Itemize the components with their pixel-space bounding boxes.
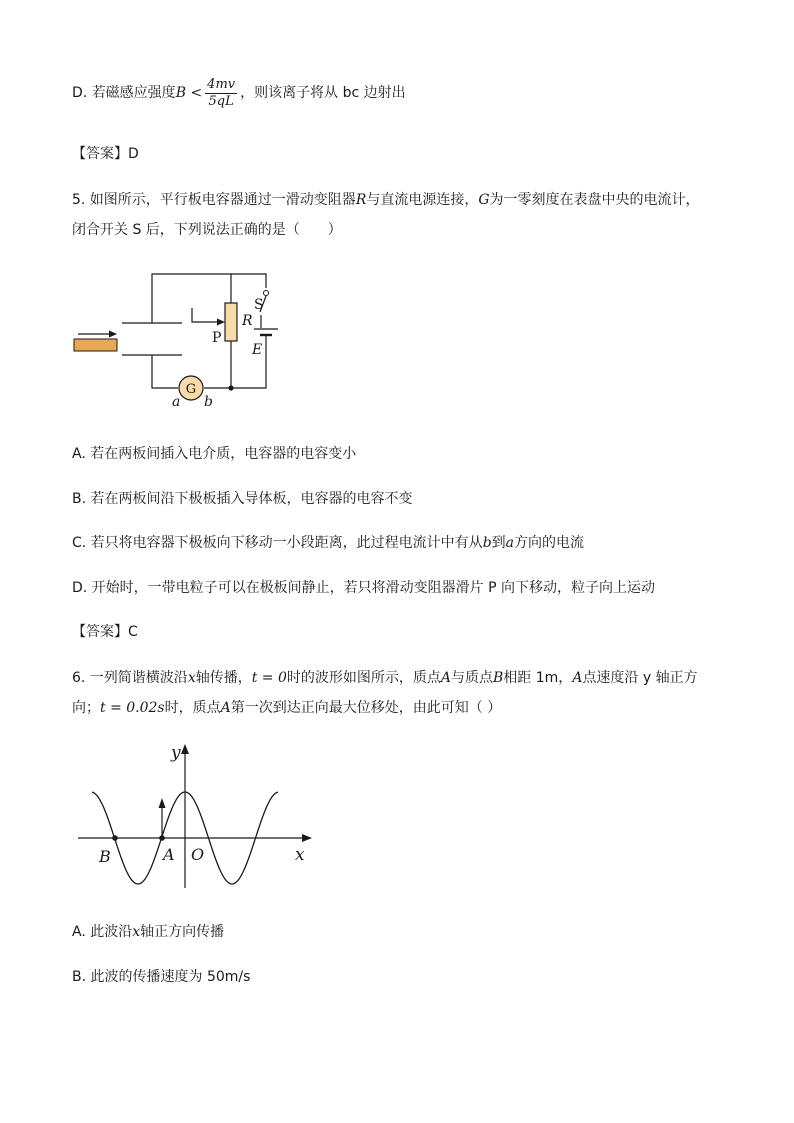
- q4-option-d-op: <: [190, 85, 203, 101]
- q6-time-t1: t = 0.02s: [100, 700, 165, 716]
- q6-option-a-text: 轴正方向传播: [140, 924, 225, 940]
- q4-option-d-text-before: 若磁感应强度: [91, 85, 176, 101]
- q6-stem-text: 6. 一列简谐横波沿: [72, 670, 188, 686]
- q6-stem-text: 第一次到达正向最大位移处，由此可知（ ）: [230, 700, 502, 716]
- q6-stem-line1: [72, 667, 698, 687]
- x-axis-arrowhead: [302, 834, 312, 842]
- q4-option-d: [72, 76, 406, 110]
- q5-stem-line2: 闭合开关 S 后，下列说法正确的是（ ）: [72, 222, 342, 238]
- q6-stem-text: 向；: [72, 700, 100, 716]
- point-a-dot: [159, 835, 165, 841]
- q6-var-a: A: [220, 700, 231, 716]
- q6-stem-text: 时的波形如图所示，质点: [286, 670, 441, 686]
- point-b-dot: [112, 835, 118, 841]
- q6-stem-text: 与质点: [451, 670, 494, 686]
- q4-answer: 【答案】D: [72, 146, 139, 162]
- q4-option-d-text-after: ，则该离子将从 bc 边射出: [240, 85, 406, 101]
- q5-option-b: B. 若在两板间沿下极板插入导体板，电容器的电容不变: [72, 491, 413, 507]
- circuit-wire-bottom-left: [152, 355, 178, 388]
- q4-option-d-label: D.: [72, 85, 88, 101]
- slider-arrow-head: [217, 319, 225, 326]
- label-r: R: [242, 313, 253, 329]
- label-p: P: [212, 330, 222, 346]
- label-s: S: [254, 297, 264, 313]
- q5-stem-line1: [72, 189, 700, 209]
- label-e: E: [252, 342, 263, 358]
- q5-option-c-text: 方向的电流: [514, 535, 585, 551]
- q6-stem-text: 点速度沿 y 轴正方: [582, 670, 698, 686]
- q5-option-c-text: C. 若只将电容器下极板向下移动一小段距离，此过程电流计中有从: [72, 535, 483, 551]
- fraction-numerator: 4mv: [207, 76, 236, 92]
- q5-answer: 【答案】C: [72, 624, 138, 640]
- q5-option-c: [72, 532, 584, 552]
- q4-option-d-var: B: [175, 85, 186, 101]
- q6-var-a: A: [440, 670, 452, 686]
- q4-option-d-fraction: [205, 77, 237, 110]
- q6-option-b: B. 此波的传播速度为 50m/s: [72, 969, 251, 985]
- switch-contact: [264, 291, 269, 296]
- q6-time-zero: t = 0: [251, 670, 287, 686]
- q5-stem-text: 5. 如图所示，平行板电容器通过一滑动变阻器: [72, 192, 356, 208]
- q5-var-g: G: [478, 192, 490, 208]
- particle-velocity-arrowhead: [109, 331, 117, 338]
- q6-var-x: x: [187, 670, 196, 686]
- q6-stem-line2: [72, 697, 501, 717]
- q5-circuit-figure: [68, 268, 278, 410]
- q5-stem-text: 为一零刻度在表盘中央的电流计，: [489, 192, 700, 208]
- point-b-label: B: [99, 847, 111, 866]
- circuit-wire-right-top: [231, 274, 266, 288]
- galvanometer-label: G: [185, 382, 197, 397]
- fraction-denominator: 5qL: [208, 93, 234, 109]
- q6-option-a-text: A. 此波沿: [72, 924, 133, 940]
- charged-particle-block: [74, 339, 117, 351]
- q6-stem-text: 轴传播，: [195, 670, 252, 686]
- point-a-velocity-arrowhead: [159, 798, 166, 808]
- q5-stem-text: 与直流电源连接，: [366, 192, 479, 208]
- q5-option-c-var-b: b: [482, 535, 492, 551]
- q6-var-a: A: [572, 670, 583, 686]
- q5-var-r: R: [355, 192, 367, 208]
- label-b: b: [204, 394, 213, 410]
- q6-stem-text: 相距 1m，: [503, 670, 573, 686]
- q5-option-a: A. 若在两板间插入电介质，电容器的电容变小: [72, 446, 357, 462]
- rheostat-resistor: [225, 303, 237, 341]
- q6-wave-figure: [72, 738, 317, 893]
- label-a: a: [172, 394, 181, 410]
- y-axis-label: y: [171, 743, 181, 763]
- junction-dot: [228, 385, 233, 390]
- q6-option-a: [72, 921, 224, 941]
- q6-stem-text: 时，质点: [164, 700, 221, 716]
- slider-wire: [192, 308, 218, 322]
- q5-option-c-var-a: a: [505, 535, 515, 551]
- q6-option-a-var-x: x: [132, 924, 141, 940]
- x-axis-label: x: [295, 845, 305, 865]
- q6-var-b: B: [493, 670, 504, 686]
- y-axis-arrowhead: [181, 744, 189, 754]
- point-a-label: A: [163, 845, 175, 864]
- q5-option-d: D. 开始时，一带电粒子可以在极板间静止，若只将滑动变阻器滑片 P 向下移动，粒子向上运动: [72, 580, 656, 596]
- q5-option-c-text: 到: [491, 535, 506, 551]
- origin-label: O: [191, 845, 205, 864]
